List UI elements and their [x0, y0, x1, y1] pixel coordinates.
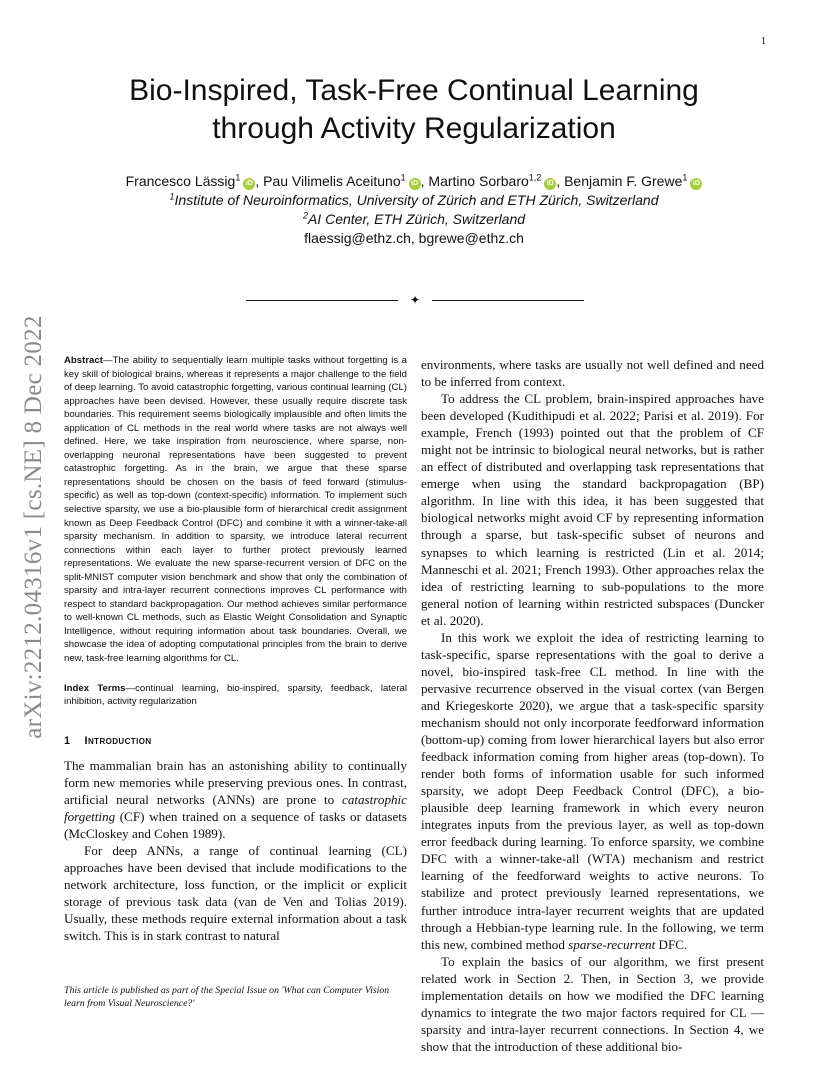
- affiliation: [64, 191, 764, 210]
- paragraph-text: In this work we exploit the idea of restricting learning to task-specific, sparse representations with the goal to derive a novel, bio-inspired task-free CL method. In line with the pervasive recurrence observed in the visual cortex (van Bergen and Kriegeskorte 2020), we argue that a task-specific sparsity mechanism should not only incorporate feedforward information (bottom-up) coming from lower hierarchical layers but also error feedback information coming from higher areas (top-down). To render both forms of information usable for such informed sparsity, we adopt Deep Feedback Control (DFC), a bio-plausible deep learning framework in which every neuron integrates inputs from the previous layer, as well as top-down error feedback during learning. To enforce sparsity, we combine DFC with a winner-take-all (WTA) mechanism and restrict learning of the feedforward weights to active neurons. To stabilize and protect previously learned representations, we further introduce intra-layer recurrent weights that are updated through a Hebbian-type learning rule. In the following, we term this new, combined method: [421, 629, 764, 952]
- section-title: Introduction: [84, 734, 152, 747]
- author-name: Benjamin F. Grewe: [564, 173, 683, 189]
- body-paragraph: environments, where tasks are usually not well defined and need to be inferred from context.: [421, 357, 764, 390]
- author-affiliation-mark: 1: [400, 172, 406, 183]
- author-name: Pau Vilimelis Aceituno: [263, 173, 401, 189]
- divider-rule: [432, 300, 584, 301]
- left-column: [64, 354, 407, 944]
- author: [564, 173, 702, 189]
- divider-rule: [246, 300, 398, 301]
- orcid-icon[interactable]: iD: [409, 178, 421, 190]
- orcid-icon[interactable]: iD: [243, 178, 255, 190]
- paragraph-text: The mammalian brain has an astonishing ability to continually form new memories while preserving previous ones. In contrast, artificial neural networks (ANNs) are prone to: [64, 757, 407, 807]
- affiliation-text: AI Center, ETH Zürich, Switzerland: [307, 211, 526, 227]
- page-number: 1: [761, 36, 766, 47]
- abstract: [64, 354, 407, 666]
- paragraph-text: DFC.: [655, 936, 688, 952]
- index-terms-label: Index Terms: [64, 682, 126, 694]
- footnote: This article is published as part of the Special Issue on 'What can Computer Vision learn from Visual Neuroscience?': [64, 985, 390, 1009]
- author: [428, 173, 556, 189]
- diamond-icon: ✦: [410, 293, 421, 307]
- orcid-icon[interactable]: iD: [690, 178, 702, 190]
- author-name: Martino Sorbaro: [428, 173, 529, 189]
- right-column: [421, 356, 764, 1055]
- affiliation-text: Institute of Neuroinformatics, University of Zürich and ETH Zürich, Switzerland: [174, 192, 659, 208]
- author: [263, 173, 421, 189]
- author-affiliation-mark: 1: [235, 172, 241, 183]
- emphasized-term: sparse-recurrent: [568, 936, 656, 952]
- author-affiliation-mark: 1: [682, 172, 688, 183]
- author-block: [64, 172, 764, 248]
- orcid-icon[interactable]: iD: [544, 178, 556, 190]
- body-paragraph: For deep ANNs, a range of continual learning (CL) approaches have been devised that include modifications to the network architecture, loss function, or the implicit or explicit storage of previous task data (van de Ven and Tolias 2019). Usually, these methods require external information about a task switch. This is in stark contrast to natural: [64, 842, 407, 944]
- body-paragraph: To address the CL problem, brain-inspired approaches have been developed (Kudithipudi et al. 2022; Parisi et al. 2019). For example, French (1993) pointed out that the problem of CF might not be intrinsic to biological neural networks, but is rather an effect of distributed and overlapping task representations that emerge when using the standard backpropagation (BP) algorithm. In line with this idea, it has been suggested that biological networks might avoid CF by representing information through a sparse, but task-specific subset of neurons and synapses to which learning is restricted (Lin et al. 2014; Manneschi et al. 2021; French 1993). Other approaches relax the idea of restricting learning to sub-populations to the more general notion of learning within restricted subspaces (Duncker et al. 2020).: [421, 391, 764, 628]
- arxiv-identifier: arXiv:2212.04316v1 [cs.NE] 8 Dec 2022: [20, 315, 47, 739]
- title-divider: [246, 293, 584, 307]
- body-paragraph: [421, 629, 764, 953]
- author-emails: flaessig@ethz.ch, bgrewe@ethz.ch: [304, 230, 524, 246]
- index-terms: [64, 682, 407, 709]
- section-heading: [64, 735, 407, 747]
- arxiv-stamp: [18, 292, 50, 762]
- author-name: Francesco Lässig: [125, 173, 236, 189]
- author-list: Francesco Lässig$^1$iD , Pau Vilimelis Aceituno$^1$iD , Martino Sorbaro$^{1,2}$iD , Benjamin F. Grewe$^1$iD: [64, 172, 764, 191]
- affiliation: [64, 210, 764, 229]
- body-paragraph: [64, 757, 407, 842]
- abstract-label: Abstract: [64, 355, 103, 366]
- emphasized-term: catastrophic forgetting: [64, 791, 407, 824]
- index-terms-text: —continual learning, bio-inspired, sparsity, feedback, lateral inhibition, activity regularization: [64, 682, 407, 708]
- affiliation-mark: 2: [302, 210, 308, 221]
- body-paragraph: To explain the basics of our algorithm, we first present related work in Section 2. Then, in Section 3, we provide implementation details on how we modified the DFC learning dynamics to integrate the two major factors required for CL — sparsity and intra-layer recurrent connections. In Section 4, we show that the introduction of these additional bio-: [421, 953, 764, 1054]
- paragraph-text: (CF) when trained on a sequence of tasks or datasets (McCloskey and Cohen 1989).: [64, 808, 407, 841]
- affiliation-mark: 1: [169, 191, 175, 202]
- author: [126, 173, 256, 189]
- section-number: 1: [64, 734, 71, 747]
- title-line: through Activity Regularization: [212, 112, 616, 145]
- author-affiliation-mark: 1,2: [528, 172, 542, 183]
- title-line: Bio-Inspired, Task-Free Continual Learning: [129, 74, 699, 107]
- abstract-text: —The ability to sequentially learn multiple tasks without forgetting is a key skill of biological brains, whereas it represents a major challenge to the field of deep learning. To avoid catastrophic forgetting, various continual learning (CL) approaches have been devised. However, these usually require discrete task boundaries. This requirement seems biologically implausible and often limits the application of CL methods in the real world where tasks are not always well defined. Here, we take inspiration from neuroscience, where sparse, non-overlapping neuronal representations have been suggested to prevent catastrophic forgetting. As in the brain, we argue that these sparse representations should be chosen on the basis of feed forward (stimulus-specific) as well as top-down (context-specific) information. To implement such selective sparsity, we use a bio-plausible form of hierarchical credit assignment known as Deep Feedback Control (DFC) and combine it with a winner-take-all sparsity mechanism. In addition to sparsity, we introduce lateral recurrent connections within each layer to further protect previously learned representations. We evaluate the new sparse-recurrent version of DFC on the split-MNIST computer vision benchmark and show that only the combination of sparsity and intra-layer recurrent connections improves CL performance with respect to standard backpropagation. Our method achieves similar performance to well-known CL methods, such as Elastic Weight Consolidation and Synaptic Intelligence, without requiring information about task boundaries. Overall, we showcase the idea of adopting computational principles from the brain to derive new, task-free learning algorithms for CL.: [64, 355, 407, 665]
- paper-title: [64, 72, 764, 148]
